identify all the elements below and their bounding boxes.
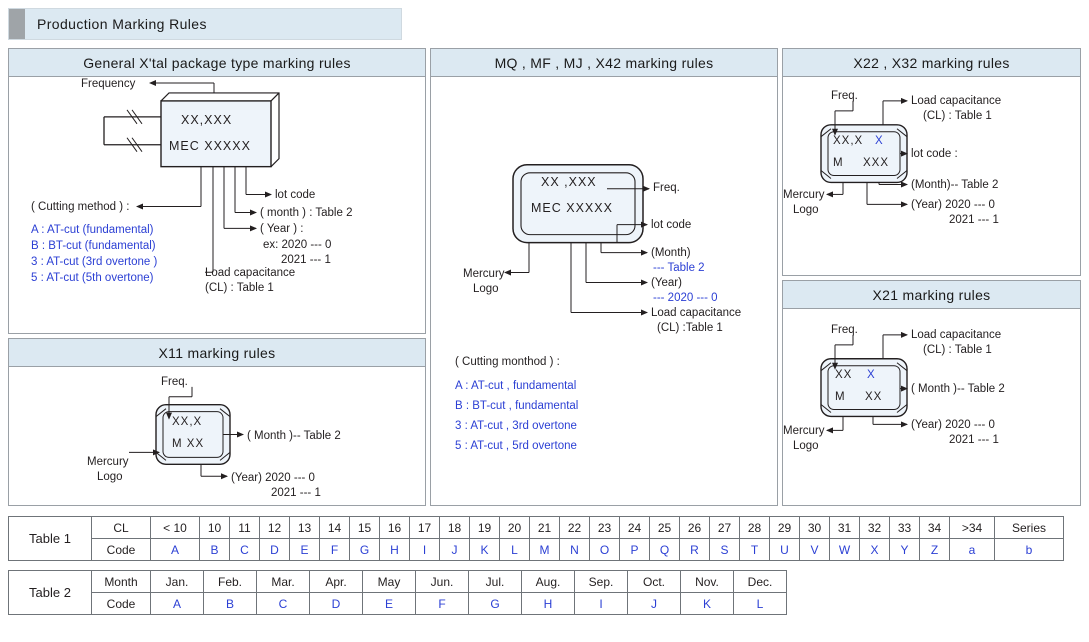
table1-cell: N <box>560 539 590 561</box>
x22-year: (Year) 2020 --- 0 <box>911 199 995 211</box>
mq-cut-a: A : AT-cut , fundamental <box>455 380 577 392</box>
table1-cell: 13 <box>290 517 320 539</box>
table1-cell: O <box>590 539 620 561</box>
x22-mercury-line2: Logo <box>793 204 819 216</box>
general-month: ( month ) : Table 2 <box>260 207 353 219</box>
x22-part-line2: M <box>833 157 844 169</box>
x22-year2: 2021 --- 1 <box>949 214 999 226</box>
general-year-ex1: ex: 2020 --- 0 <box>263 239 332 251</box>
table2-cell: G <box>469 593 522 615</box>
table1-wrap <box>8 516 1064 561</box>
table1-cell: 20 <box>500 517 530 539</box>
table2-cell: H <box>522 593 575 615</box>
x22-freq-label: Freq. <box>831 90 858 102</box>
panel-mq <box>430 48 778 506</box>
table1-cell: I <box>410 539 440 561</box>
table1-cell: 29 <box>770 517 800 539</box>
table1 <box>8 516 1064 561</box>
table2-cell: Jul. <box>469 571 522 593</box>
table2-cell: Dec. <box>734 571 787 593</box>
table2-cell: D <box>310 593 363 615</box>
table1-cell: 21 <box>530 517 560 539</box>
table2-cell: Feb. <box>204 571 257 593</box>
table1-cell: 17 <box>410 517 440 539</box>
table2-label: Table 2 <box>9 571 92 615</box>
table1-cell: Q <box>650 539 680 561</box>
table1-cell: 25 <box>650 517 680 539</box>
x21-mercury-line1: Mercury <box>783 425 825 437</box>
mq-year: (Year) <box>651 277 682 289</box>
table1-row0-head: CL <box>92 517 151 539</box>
x22-part-line1: XX,X <box>833 135 864 147</box>
table1-cell: X <box>860 539 890 561</box>
mq-year-ex: --- 2020 --- 0 <box>653 292 718 304</box>
table1-cell: 34 <box>920 517 950 539</box>
table1-cell: 31 <box>830 517 860 539</box>
table1-cell: 24 <box>620 517 650 539</box>
panel-x11-body <box>9 367 425 506</box>
table1-cell: T <box>740 539 770 561</box>
general-lot-code: lot code <box>275 189 316 201</box>
panel-x21-body <box>783 309 1080 506</box>
table1-label: Table 1 <box>9 517 92 561</box>
table2-cell: Oct. <box>628 571 681 593</box>
table2-cell: E <box>363 593 416 615</box>
table1-cell: D <box>260 539 290 561</box>
table1-cell: J <box>440 539 470 561</box>
x22-part-x: X <box>875 135 884 147</box>
mq-cut-b: B : BT-cut , fundamental <box>455 400 579 412</box>
table2-cell: F <box>416 593 469 615</box>
table1-cell: A <box>151 539 200 561</box>
general-cut-b: B : BT-cut (fundamental) <box>31 240 156 252</box>
table2-cell: Mar. <box>257 571 310 593</box>
panel-x11-heading: X11 marking rules <box>9 339 425 367</box>
table2-cell: B <box>204 593 257 615</box>
mq-month: (Month) <box>651 247 691 259</box>
panel-x22-heading: X22 , X32 marking rules <box>783 49 1080 77</box>
table1-cell: 19 <box>470 517 500 539</box>
x22-load-cap-line1: Load capacitance <box>911 95 1002 107</box>
general-load-cap-line1: Load capacitance <box>205 267 296 279</box>
mq-cut-5: 5 : AT-cut , 5rd overtone <box>455 440 577 452</box>
table2-cell: Jun. <box>416 571 469 593</box>
table-row <box>9 593 787 615</box>
table1-cell: Y <box>890 539 920 561</box>
x21-part-xx: XX <box>865 391 883 403</box>
panel-mq-body <box>431 77 777 506</box>
x22-part-xxx: XXX <box>863 157 890 169</box>
table1-cell: W <box>830 539 860 561</box>
x21-month: ( Month )-- Table 2 <box>911 383 1005 395</box>
table1-cell: 30 <box>800 517 830 539</box>
mq-part-line1: XX ,XXX <box>541 175 597 189</box>
table1-cell: 10 <box>200 517 230 539</box>
table1-cell: R <box>680 539 710 561</box>
table2-cell: Jan. <box>151 571 204 593</box>
x11-mercury-line2: Logo <box>97 471 123 483</box>
table1-cell: U <box>770 539 800 561</box>
x11-year2: 2021 --- 1 <box>271 487 321 499</box>
x21-part-x: X <box>867 369 876 381</box>
x21-part-line2: M <box>835 391 846 403</box>
general-year-ex2: 2021 --- 1 <box>281 254 331 266</box>
table2-cell: K <box>681 593 734 615</box>
table2-cell: Nov. <box>681 571 734 593</box>
table-row <box>9 539 1064 561</box>
table1-cell: K <box>470 539 500 561</box>
table1-cell: 23 <box>590 517 620 539</box>
table2-wrap <box>8 570 787 615</box>
table1-cell: Z <box>920 539 950 561</box>
mq-mercury-line2: Logo <box>473 283 499 295</box>
table1-cell: 32 <box>860 517 890 539</box>
general-cut-a: A : AT-cut (fundamental) <box>31 224 154 236</box>
x11-year: (Year) 2020 --- 0 <box>231 472 315 484</box>
mq-month-table: --- Table 2 <box>653 262 705 274</box>
table1-cell: b <box>995 539 1064 561</box>
panel-general-heading: General X'tal package type marking rules <box>9 49 425 77</box>
x21-load-cap-line2: (CL) : Table 1 <box>923 344 992 356</box>
table1-cell: 27 <box>710 517 740 539</box>
table1-cell: L <box>500 539 530 561</box>
table2 <box>8 570 787 615</box>
table1-cell: V <box>800 539 830 561</box>
general-part-line1: XX,XXX <box>181 113 233 127</box>
x22-lot-code: lot code : <box>911 148 958 160</box>
x11-freq-label: Freq. <box>161 376 188 388</box>
page-title-bar <box>8 8 402 40</box>
mq-load-cap-line2: (CL) :Table 1 <box>657 322 723 334</box>
general-load-cap-line2: (CL) : Table 1 <box>205 282 274 294</box>
table1-cell: 33 <box>890 517 920 539</box>
x22-month: (Month)-- Table 2 <box>911 179 999 191</box>
table1-cell: < 10 <box>151 517 200 539</box>
mq-mercury-line1: Mercury <box>463 268 505 280</box>
general-part-line2: MEC XXXXX <box>169 139 251 153</box>
x21-year2: 2021 --- 1 <box>949 434 999 446</box>
table2-cell: A <box>151 593 204 615</box>
table2-row0-head: Month <box>92 571 151 593</box>
x11-part-line1: XX,X <box>172 416 203 428</box>
table1-cell: C <box>230 539 260 561</box>
table1-cell: P <box>620 539 650 561</box>
x21-part-line1: XX <box>835 369 853 381</box>
panel-x22-body <box>783 77 1080 276</box>
mq-load-cap-line1: Load capacitance <box>651 307 742 319</box>
panel-x21-heading: X21 marking rules <box>783 281 1080 309</box>
general-cutting-title: ( Cutting method ) : <box>31 201 130 213</box>
table1-cell: 11 <box>230 517 260 539</box>
table2-cell: C <box>257 593 310 615</box>
x22-load-cap-line2: (CL) : Table 1 <box>923 110 992 122</box>
table1-cell: 14 <box>320 517 350 539</box>
table1-cell: Series <box>995 517 1064 539</box>
table1-cell: 12 <box>260 517 290 539</box>
table1-cell: M <box>530 539 560 561</box>
table1-cell: F <box>320 539 350 561</box>
x11-diagram <box>9 367 425 506</box>
table1-cell: 15 <box>350 517 380 539</box>
table2-cell: L <box>734 593 787 615</box>
table1-cell: E <box>290 539 320 561</box>
mq-freq-label: Freq. <box>653 182 680 194</box>
table1-cell: 16 <box>380 517 410 539</box>
table2-cell: Aug. <box>522 571 575 593</box>
panel-general <box>8 48 426 334</box>
table2-cell: J <box>628 593 681 615</box>
table2-cell: I <box>575 593 628 615</box>
page-title: Production Marking Rules <box>37 16 207 32</box>
x11-part-line2: M XX <box>172 438 205 450</box>
table2-cell: Apr. <box>310 571 363 593</box>
x11-month: ( Month )-- Table 2 <box>247 430 341 442</box>
x22-mercury-line1: Mercury <box>783 189 825 201</box>
panel-x22 <box>782 48 1081 276</box>
table-row <box>9 571 787 593</box>
mq-cut-3: 3 : AT-cut , 3rd overtone <box>455 420 577 432</box>
title-swatch <box>9 9 25 39</box>
general-cut-5: 5 : AT-cut (5th overtone) <box>31 272 154 284</box>
table1-cell: 22 <box>560 517 590 539</box>
x21-year: (Year) 2020 --- 0 <box>911 419 995 431</box>
mq-part-line2: MEC XXXXX <box>531 201 613 215</box>
table1-cell: a <box>950 539 995 561</box>
table1-cell: >34 <box>950 517 995 539</box>
panel-general-body <box>9 77 425 334</box>
table1-cell: S <box>710 539 740 561</box>
table2-cell: Sep. <box>575 571 628 593</box>
table2-cell: May <box>363 571 416 593</box>
panel-x11 <box>8 338 426 506</box>
table1-cell: 18 <box>440 517 470 539</box>
table1-cell: H <box>380 539 410 561</box>
x21-load-cap-line1: Load capacitance <box>911 329 1002 341</box>
table2-row1-head: Code <box>92 593 151 615</box>
table1-row1-head: Code <box>92 539 151 561</box>
mq-lot-code: lot code <box>651 219 692 231</box>
general-frequency-label: Frequency <box>81 78 136 90</box>
table1-cell: G <box>350 539 380 561</box>
panel-x21 <box>782 280 1081 506</box>
table1-cell: 28 <box>740 517 770 539</box>
panel-mq-heading: MQ , MF , MJ , X42 marking rules <box>431 49 777 77</box>
x21-freq-label: Freq. <box>831 324 858 336</box>
table1-cell: 26 <box>680 517 710 539</box>
x11-mercury-line1: Mercury <box>87 456 129 468</box>
general-year: ( Year ) : <box>260 223 304 235</box>
mq-cutting-title: ( Cutting monthod ) : <box>455 356 560 368</box>
table1-cell: B <box>200 539 230 561</box>
x21-mercury-line2: Logo <box>793 440 819 452</box>
general-cut-3: 3 : AT-cut (3rd overtone ) <box>31 256 158 268</box>
table-row <box>9 517 1064 539</box>
